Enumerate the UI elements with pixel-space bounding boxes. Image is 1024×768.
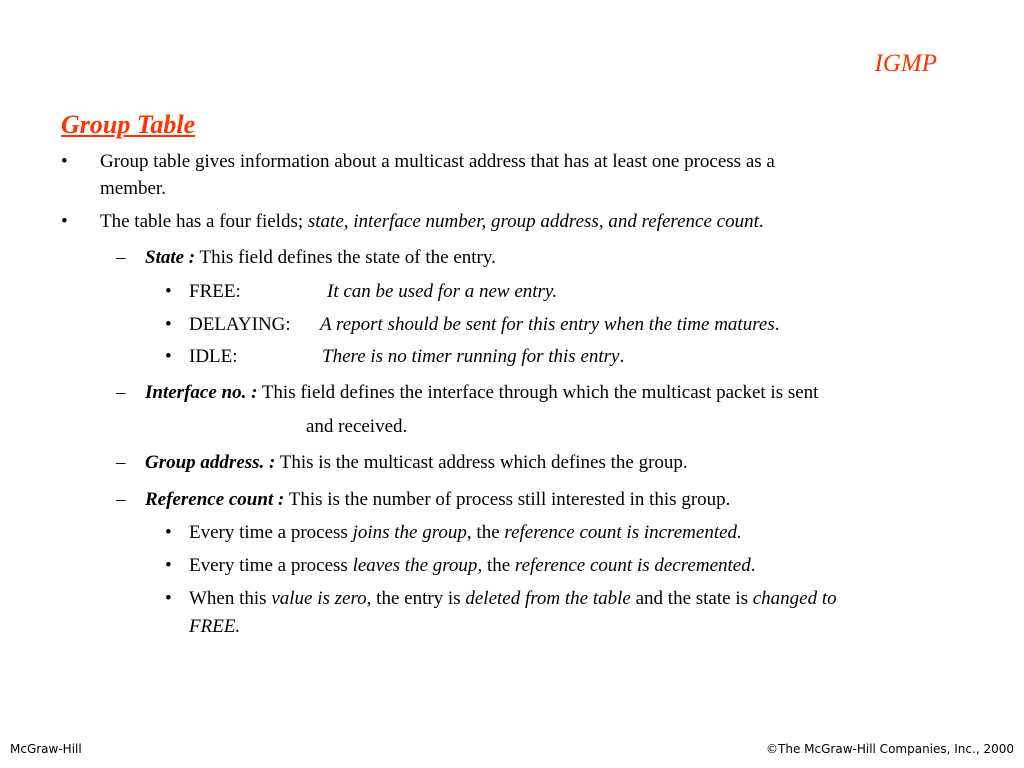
- interface-entry: [145, 380, 818, 406]
- reference-count-term: Reference count :: [145, 489, 285, 510]
- group-address-desc: This is the multicast address which defines the group.: [275, 452, 688, 473]
- interface-term: Interface no. :: [145, 382, 258, 403]
- reference-count-entry: [145, 487, 730, 513]
- state-free-desc: It can be used for a new entry.: [327, 281, 558, 302]
- ref-text-italic: joins the group: [352, 522, 467, 543]
- interface-desc: This field defines the interface through which the multicast packet is sent: [257, 382, 819, 403]
- sub-bullet-marker: •: [165, 346, 172, 367]
- state-idle-label: IDLE:: [189, 346, 238, 367]
- section-title: Group Table: [61, 110, 196, 139]
- bullet-marker: •: [61, 211, 68, 232]
- ref-text: .: [750, 555, 756, 576]
- slide-title: IGMP: [874, 50, 937, 77]
- ref-text-italic: changed to: [752, 588, 837, 609]
- ref-count-zero: [189, 586, 837, 612]
- ref-text-italic: reference count is decremented: [514, 555, 751, 576]
- state-delaying-text: [320, 312, 779, 338]
- sub-bullet-marker: •: [165, 555, 172, 576]
- state-idle-text: [322, 344, 624, 370]
- fields-intro: The table has a four fields;: [100, 211, 308, 232]
- state-free-label: FREE:: [189, 281, 241, 302]
- ref-count-joins: [189, 520, 742, 546]
- fields-bullet: [100, 209, 764, 235]
- ref-text: , the: [466, 522, 505, 543]
- sub-bullet-marker: •: [165, 281, 172, 302]
- ref-text: When this: [189, 588, 272, 609]
- group-address-term: Group address. :: [145, 452, 276, 473]
- ref-count-zero-cont: FREE.: [189, 616, 241, 637]
- sub-bullet-marker: •: [165, 522, 172, 543]
- footer-copyright: ©The McGraw-Hill Companies, Inc., 2000: [766, 742, 1014, 756]
- ref-text-italic: deleted from the table: [465, 588, 631, 609]
- bullet-marker: •: [61, 151, 68, 172]
- ref-text-italic: reference count is incremented.: [504, 522, 742, 543]
- state-delaying-end: .: [774, 314, 780, 335]
- ref-text-italic: value is zero: [271, 588, 367, 609]
- group-address-entry: [145, 450, 688, 476]
- state-delaying-label: DELAYING:: [189, 314, 291, 335]
- fields-list: state, interface number, group address, and reference count: [307, 211, 759, 232]
- dash-marker: –: [116, 489, 126, 510]
- interface-desc-cont: and received.: [306, 416, 408, 437]
- state-idle-end: .: [619, 346, 625, 367]
- sub-bullet-marker: •: [165, 588, 172, 609]
- state-delaying-desc: A report should be sent for this entry when the time matures: [320, 314, 775, 335]
- ref-text: , the: [477, 555, 515, 576]
- state-idle-desc: There is no timer running for this entry: [322, 346, 620, 367]
- dash-marker: –: [116, 382, 126, 403]
- state-entry: [145, 245, 496, 271]
- fields-end: .: [758, 211, 764, 232]
- state-desc: This field defines the state of the entry.: [195, 247, 496, 268]
- sub-bullet-marker: •: [165, 314, 172, 335]
- footer-publisher: McGraw-Hill: [10, 742, 82, 756]
- ref-text: Every time a process: [189, 522, 353, 543]
- dash-marker: –: [116, 247, 126, 268]
- ref-count-leaves: [189, 553, 755, 579]
- dash-marker: –: [116, 452, 126, 473]
- ref-text: Every time a process: [189, 555, 353, 576]
- ref-text-italic: leaves the group: [352, 555, 478, 576]
- reference-count-desc: This is the number of process still interested in this group.: [284, 489, 731, 510]
- state-term: State :: [145, 247, 196, 268]
- bullet-text-line: Group table gives information about a multicast address that has at least one process as a: [100, 151, 775, 172]
- bullet-text-line: member.: [100, 178, 166, 199]
- ref-text: , the entry is: [366, 588, 466, 609]
- ref-text: and the state is: [630, 588, 753, 609]
